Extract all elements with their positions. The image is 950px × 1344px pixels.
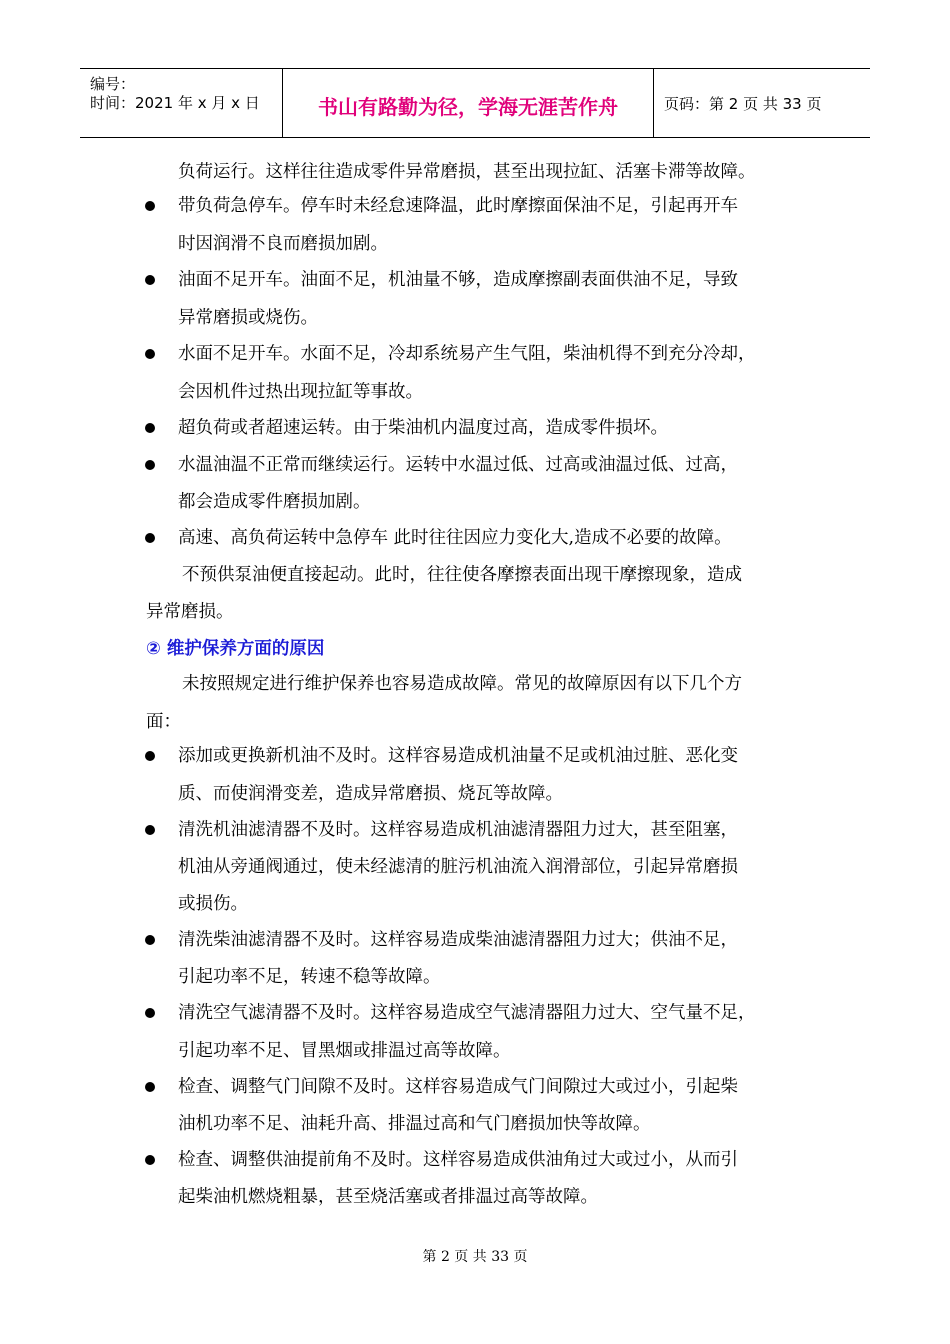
header-motto: 书山有路勤为径，学海无涯苦作舟: [318, 95, 618, 119]
header-left-cell: [80, 69, 283, 137]
bullet-icon: [145, 935, 155, 945]
list-item-line: 起柴油机燃烧粗暴，甚至烧活塞或者排温过高等故障。: [178, 1187, 598, 1207]
list-item-line: 引起功率不足，转速不稳等故障。: [178, 967, 441, 987]
page-header: [80, 68, 870, 138]
bullet-icon: [145, 423, 155, 433]
paragraph-line: 面：: [146, 712, 181, 732]
doc-code-label: 编号：: [90, 75, 136, 93]
section-heading: ② 维护保养方面的原因: [146, 639, 325, 659]
list-item-line: 清洗空气滤清器不及时。这样容易造成空气滤清器阻力过大、空气量不足，: [178, 1003, 756, 1023]
list-item-line: 或损伤。: [178, 894, 248, 914]
header-page-info: 页码：第 2 页 共 33 页: [664, 95, 822, 113]
list-item-line: 会因机件过热出现拉缸等事故。: [178, 382, 423, 402]
header-middle-cell: [283, 69, 654, 137]
list-item-line: 带负荷急停车。停车时未经怠速降温，此时摩擦面保油不足，引起再开车: [178, 196, 738, 216]
list-item-line: 质、而使润滑变差，造成异常磨损、烧瓦等故障。: [178, 784, 563, 804]
bullet-icon: [145, 460, 155, 470]
paragraph-line: 未按照规定进行维护保养也容易造成故障。常见的故障原因有以下几个方: [182, 674, 742, 694]
list-item-line: 引起功率不足、冒黑烟或排温过高等故障。: [178, 1041, 511, 1061]
list-item-line: 水面不足开车。水面不足，冷却系统易产生气阻，柴油机得不到充分冷却，: [178, 344, 756, 364]
list-item-line: 添加或更换新机油不及时。这样容易造成机油量不足或机油过脏、恶化变: [178, 746, 738, 766]
list-item-line: 检查、调整供油提前角不及时。这样容易造成供油角过大或过小，从而引: [178, 1150, 738, 1170]
bullet-icon: [145, 533, 155, 543]
list-item-line: 水温油温不正常而继续运行。运转中水温过低、过高或油温过低、过高，: [178, 455, 738, 475]
paragraph-line: 异常磨损。: [146, 602, 234, 622]
bullet-icon: [145, 825, 155, 835]
bullet-icon: [145, 275, 155, 285]
paragraph-line: 不预供泵油便直接起动。此时，往往使各摩擦表面出现干摩擦现象，造成: [182, 565, 742, 585]
list-item-line: 油面不足开车。油面不足，机油量不够，造成摩擦副表面供油不足，导致: [178, 270, 738, 290]
bullet-icon: [145, 751, 155, 761]
bullet-icon: [145, 1082, 155, 1092]
list-item-line: 超负荷或者超速运转。由于柴油机内温度过高，造成零件损坏。: [178, 418, 668, 438]
list-item-line: 清洗柴油滤清器不及时。这样容易造成柴油滤清器阻力过大；供油不足，: [178, 930, 738, 950]
list-item-line: 油机功率不足、油耗升高、排温过高和气门磨损加快等故障。: [178, 1114, 651, 1134]
bullet-icon: [145, 1155, 155, 1165]
page-footer: 第 2 页 共 33 页: [422, 1249, 528, 1265]
bullet-icon: [145, 349, 155, 359]
bullet-icon: [145, 201, 155, 211]
bullet-icon: [145, 1008, 155, 1018]
list-item-line: 机油从旁通阀通过，使未经滤清的脏污机油流入润滑部位，引起异常磨损: [178, 857, 738, 877]
list-item-line: 检查、调整气门间隙不及时。这样容易造成气门间隙过大或过小，引起柴: [178, 1077, 738, 1097]
list-item-line: 清洗机油滤清器不及时。这样容易造成机油滤清器阻力过大，甚至阻塞，: [178, 820, 738, 840]
list-item-line: 异常磨损或烧伤。: [178, 308, 318, 328]
doc-time-label: 时间：2021 年 x 月 x 日: [90, 94, 260, 112]
header-right-cell: [654, 69, 870, 137]
text-line: 负荷运行。这样往往造成零件异常磨损，甚至出现拉缸、活塞卡滞等故障。: [178, 162, 756, 182]
list-item-line: 高速、高负荷运转中急停车 此时往往因应力变化大,造成不必要的故障。: [178, 528, 732, 548]
list-item-line: 都会造成零件磨损加剧。: [178, 492, 371, 512]
list-item-line: 时因润滑不良而磨损加剧。: [178, 234, 388, 254]
